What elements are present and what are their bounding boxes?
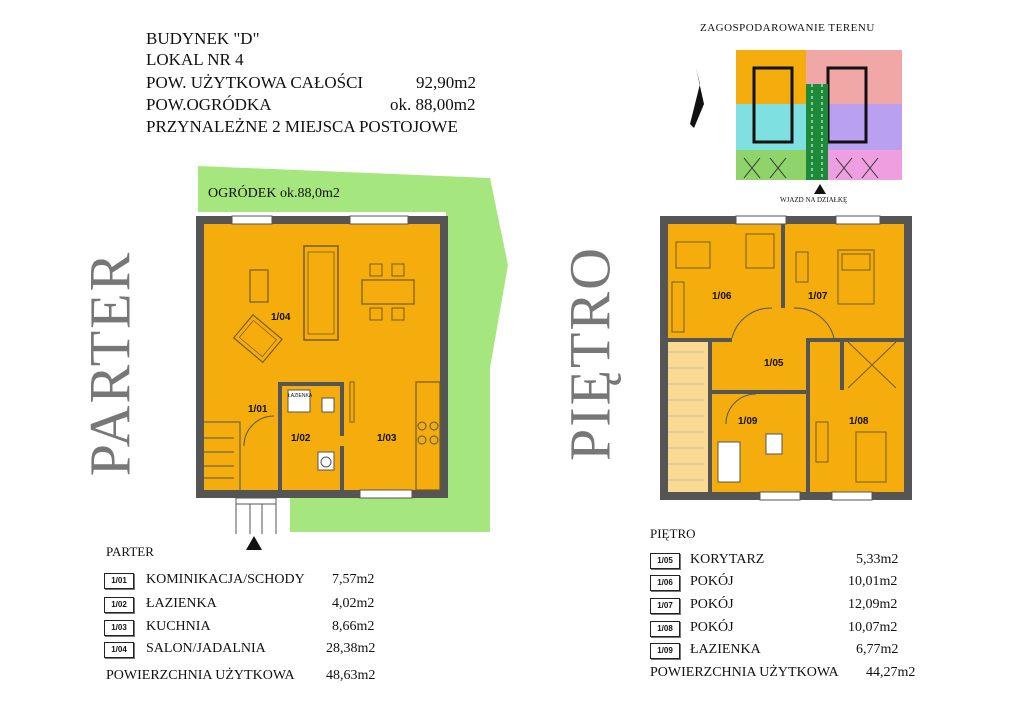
room-1-01: 1/01 xyxy=(248,404,268,415)
legend-area: 5,33m2 xyxy=(856,552,899,567)
ground-floor-vertical-title: PARTER xyxy=(77,250,143,477)
legend-area: 6,77m2 xyxy=(856,642,899,657)
site-plan-title: ZAGOSPODAROWANIE TERENU xyxy=(700,22,875,34)
legend-code: 1/04 xyxy=(104,642,134,658)
room-1-04: 1/04 xyxy=(271,312,291,323)
upper-floor-plan xyxy=(656,212,916,504)
legend-area: 10,01m2 xyxy=(848,574,898,589)
legend-area: 28,38m2 xyxy=(326,641,376,656)
legend-code: 1/07 xyxy=(650,598,680,614)
legend-code: 1/05 xyxy=(650,553,680,569)
bathroom-sign: ŁAZIENKA xyxy=(288,393,313,399)
garden-label: OGRÓDEK ok.88,0m2 xyxy=(208,186,340,201)
room-1-02: 1/02 xyxy=(291,433,311,444)
total-area-label: POW. UŻYTKOWA CAŁOŚCI xyxy=(146,73,364,92)
garden-area-value: ok. 88,00m2 xyxy=(390,95,476,114)
building-name: BUDYNEK "D" xyxy=(146,29,260,48)
upper-total-label: POWIERZCHNIA UŻYTKOWA xyxy=(650,665,839,680)
legend-code: 1/08 xyxy=(650,621,680,637)
legend-area: 8,66m2 xyxy=(332,619,375,634)
total-area-value: 92,90m2 xyxy=(416,73,476,92)
garden-area-label: POW.OGRÓDKA xyxy=(146,95,272,114)
legend-area: 7,57m2 xyxy=(332,572,375,587)
legend-area: 4,02m2 xyxy=(332,596,375,611)
legend-name: POKÓJ xyxy=(690,620,734,635)
legend-code: 1/02 xyxy=(104,597,134,613)
room-1-09: 1/09 xyxy=(738,416,758,427)
ground-total-value: 48,63m2 xyxy=(326,668,376,683)
legend-area: 10,07m2 xyxy=(848,620,898,635)
upper-legend-title: PIĘTRO xyxy=(650,526,696,541)
site-entrance-arrow-icon xyxy=(814,184,826,194)
legend-name: KORYTARZ xyxy=(690,552,765,567)
ground-floor-plan xyxy=(190,160,520,560)
upper-floor-vertical-title: PIĘTRO xyxy=(557,246,623,461)
site-entrance-label: WJAZD NA DZIAŁKĘ xyxy=(780,196,848,204)
room-1-05: 1/05 xyxy=(764,358,784,369)
legend-name: KUCHNIA xyxy=(146,619,211,634)
legend-code: 1/06 xyxy=(650,575,680,591)
legend-area: 12,09m2 xyxy=(848,597,898,612)
legend-name: ŁAZIENKA xyxy=(146,596,217,611)
ground-legend-title: PARTER xyxy=(106,544,154,559)
room-1-07: 1/07 xyxy=(808,291,828,302)
north-arrow-icon xyxy=(690,68,704,128)
unit-number: LOKAL NR 4 xyxy=(146,50,244,69)
site-plan-map xyxy=(676,44,916,204)
legend-name: POKÓJ xyxy=(690,597,734,612)
entrance-arrow-icon xyxy=(246,536,262,550)
legend-name: SALON/JADALNIA xyxy=(146,641,266,656)
ground-total-label: POWIERZCHNIA UŻYTKOWA xyxy=(106,668,295,683)
upper-total-value: 44,27m2 xyxy=(866,665,916,680)
room-1-03: 1/03 xyxy=(377,433,397,444)
parking-info: PRZYNALEŻNE 2 MIEJSCA POSTOJOWE xyxy=(146,117,458,136)
legend-name: ŁAZIENKA xyxy=(690,642,761,657)
room-1-08: 1/08 xyxy=(849,416,869,427)
legend-code: 1/09 xyxy=(650,643,680,659)
legend-code: 1/03 xyxy=(104,620,134,636)
legend-code: 1/01 xyxy=(104,573,134,589)
legend-name: KOMINIKACJA/SCHODY xyxy=(146,572,305,587)
room-1-06: 1/06 xyxy=(712,291,732,302)
legend-name: POKÓJ xyxy=(690,574,734,589)
